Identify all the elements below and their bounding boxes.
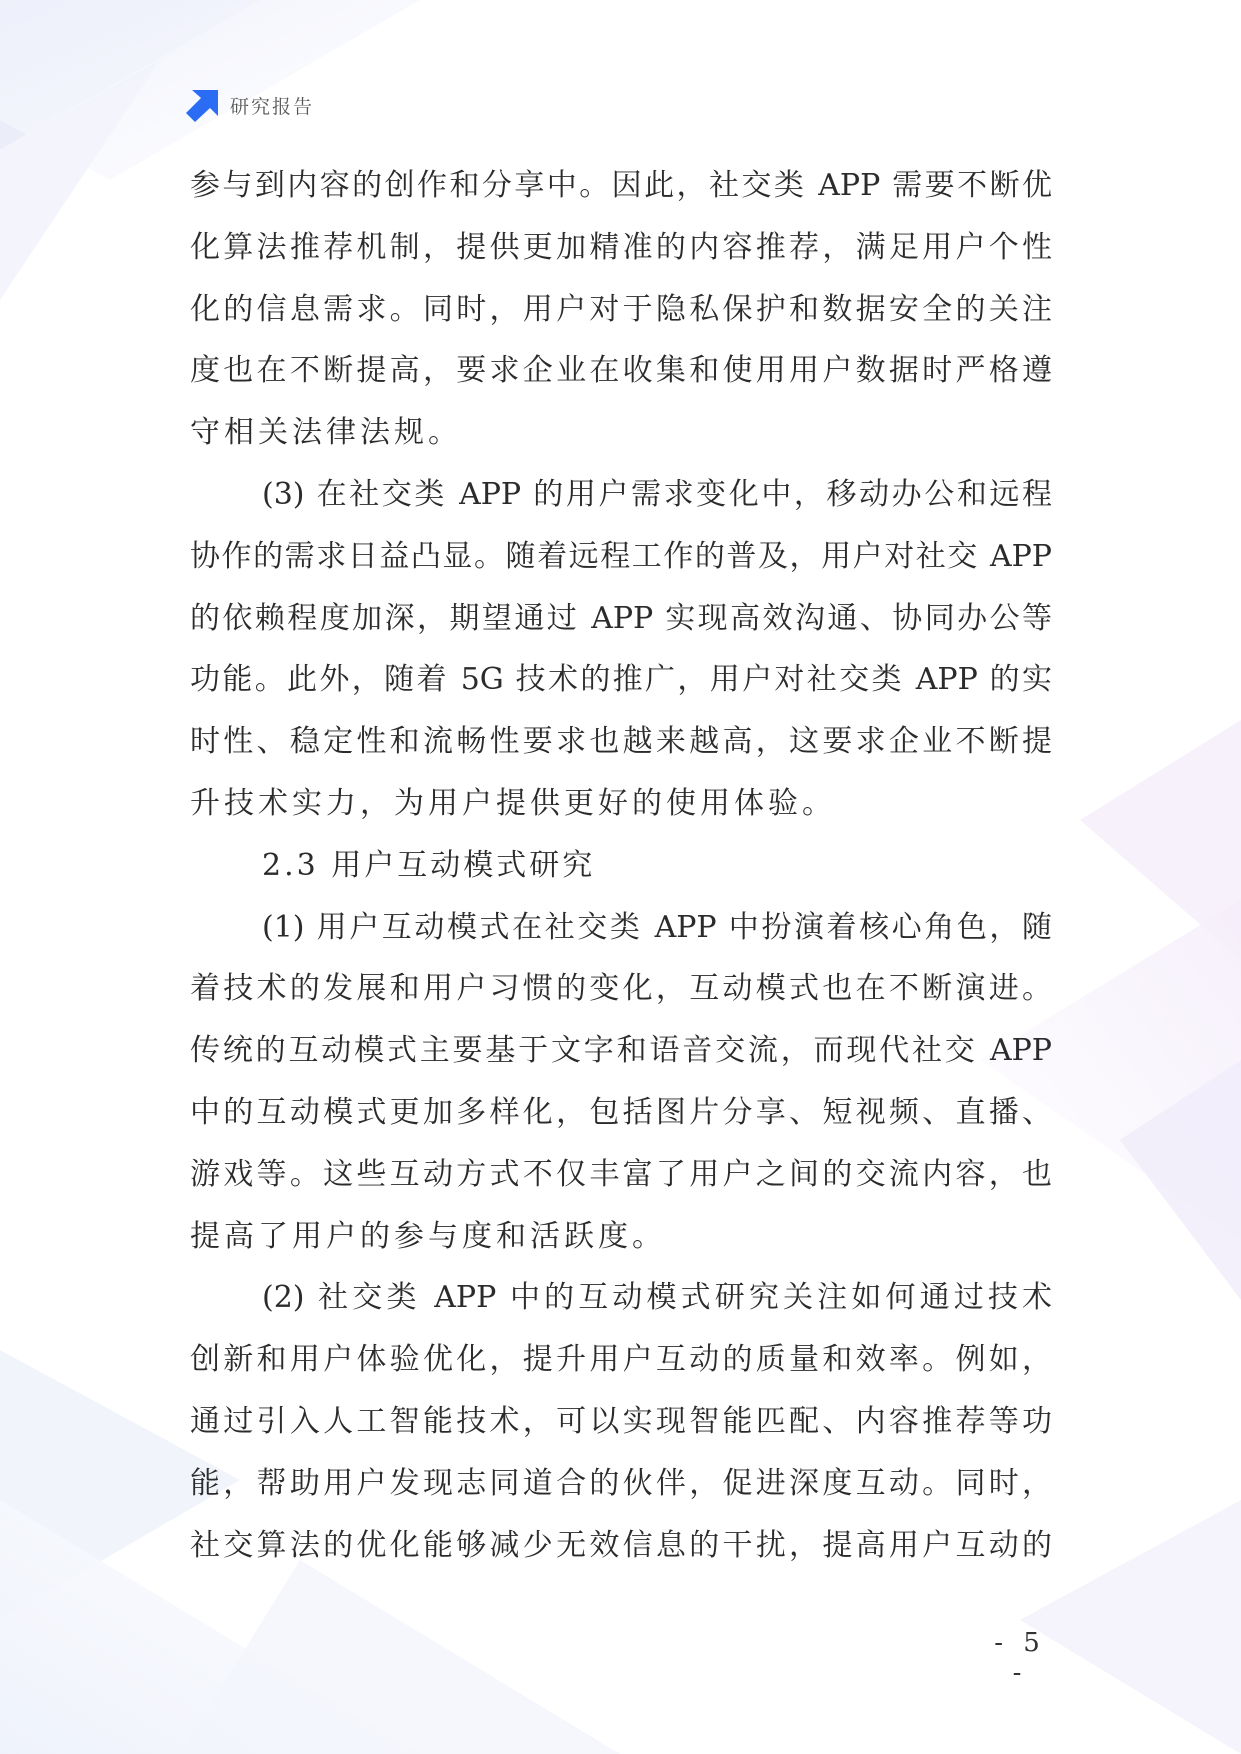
report-header — [186, 88, 314, 122]
header-title: 研究报告 — [230, 95, 315, 118]
text-line: 着技术的发展和用户习惯的变化，互动模式也在不断演进。 — [190, 971, 1052, 1007]
text-line: 中的互动模式更加多样化，包括图片分享、短视频、直播、 — [190, 1094, 1052, 1130]
text-line: 社交算法的优化能够减少无效信息的干扰，提高用户互动的 — [190, 1527, 1052, 1563]
paragraph — [190, 155, 1052, 464]
text-line: (1) 用户互动模式在社交类 APP 中扮演着核心角色，随 — [262, 909, 1052, 945]
text-line: 创新和用户体验优化，提升用户互动的质量和效率。例如， — [190, 1342, 1052, 1378]
paragraph — [190, 897, 1052, 1268]
paragraph — [190, 1267, 1052, 1576]
text-line: 传统的互动模式主要基于文字和语音交流，而现代社交 APP — [190, 1033, 1052, 1069]
arrow-up-right-icon — [186, 88, 220, 122]
text-line: (2) 社交类 APP 中的互动模式研究关注如何通过技术 — [262, 1280, 1052, 1316]
text-line: 通过引入人工智能技术，可以实现智能匹配、内容推荐等功 — [190, 1403, 1052, 1439]
text-line: 的依赖程度加深，期望通过 APP 实现高效沟通、协同办公等 — [190, 600, 1052, 636]
text-line: 参与到内容的创作和分享中。因此，社交类 APP 需要不断优 — [190, 168, 1052, 203]
text-line: 能，帮助用户发现志同道合的伙伴，促进深度互动。同时， — [190, 1465, 1052, 1501]
text-line: 升技术实力，为用户提供更好的使用体验。 — [190, 785, 836, 821]
document-body — [190, 155, 1052, 1576]
text-line: 功能。此外，随着 5G 技术的推广，用户对社交类 APP 的实 — [190, 662, 1052, 698]
text-line: 提高了用户的参与度和活跃度。 — [190, 1218, 666, 1254]
text-line: 化算法推荐机制，提供更加精准的内容推荐，满足用户个性 — [190, 229, 1052, 265]
text-line: 时性、稳定性和流畅性要求也越来越高，这要求企业不断提 — [190, 724, 1052, 760]
section-heading: 2.3 用户互动模式研究 — [262, 847, 596, 883]
text-line: 度也在不断提高，要求企业在收集和使用用户数据时严格遵 — [190, 353, 1052, 389]
paragraph — [190, 464, 1052, 835]
page-number: - 5 - — [994, 1628, 1046, 1688]
text-line: 游戏等。这些互动方式不仅丰富了用户之间的交流内容，也 — [190, 1156, 1052, 1192]
text-line: 化的信息需求。同时，用户对于隐私保护和数据安全的关注 — [190, 291, 1052, 327]
text-line: 协作的需求日益凸显。随着远程工作的普及，用户对社交 APP — [190, 538, 1052, 574]
text-line: (3) 在社交类 APP 的用户需求变化中，移动办公和远程 — [262, 476, 1052, 512]
text-line: 守相关法律法规。 — [190, 415, 462, 451]
